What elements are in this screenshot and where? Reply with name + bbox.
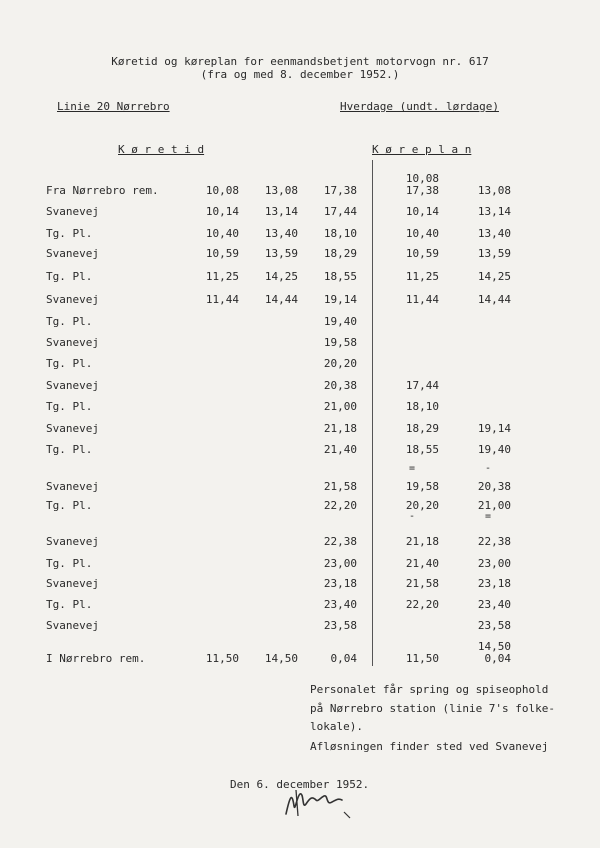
koereplan-cell: 21,00 xyxy=(477,499,511,512)
row-stop-label: Svanevej xyxy=(46,205,99,218)
koeretid-cell: 17,44 xyxy=(323,205,357,218)
koereplan-cell: 10,14 xyxy=(405,205,439,218)
koereplan-cell: 19,14 xyxy=(477,422,511,435)
koereplan-cell: 23,40 xyxy=(477,598,511,611)
equals-mark: = xyxy=(409,463,416,474)
koereplan-cell: 14,44 xyxy=(477,293,511,306)
koeretid-cell: 19,40 xyxy=(323,315,357,328)
koeretid-cell: 10,40 xyxy=(205,227,239,240)
koeretid-cell: 23,40 xyxy=(323,598,357,611)
row-stop-label: Tg. Pl. xyxy=(46,400,93,413)
document-date: Den 6. december 1952. xyxy=(230,778,370,791)
row-stop-label: Svanevej xyxy=(46,336,99,349)
koeretid-cell: 19,14 xyxy=(323,293,357,306)
koeretid-cell: 23,18 xyxy=(323,577,357,590)
koeretid-cell: 17,38 xyxy=(323,184,357,197)
koeretid-cell: 23,58 xyxy=(323,619,357,632)
handwritten-signature xyxy=(282,786,354,820)
koeretid-cell: 13,40 xyxy=(264,227,298,240)
koeretid-cell: 21,40 xyxy=(323,443,357,456)
koereplan-cell: 13,59 xyxy=(477,247,511,260)
document-title: Køretid og køreplan for eenmandsbetjent motorvogn nr. 617 xyxy=(111,55,489,68)
row-stop-label: Tg. Pl. xyxy=(46,557,93,570)
koereplan-cell-extra: 10,08 xyxy=(405,172,439,185)
koeretid-cell: 21,00 xyxy=(323,400,357,413)
row-stop-label: Tg. Pl. xyxy=(46,227,93,240)
koereplan-cell: 23,00 xyxy=(477,557,511,570)
koeretid-cell: 20,20 xyxy=(323,357,357,370)
koeretid-cell: 18,29 xyxy=(323,247,357,260)
koeretid-cell: 19,58 xyxy=(323,336,357,349)
koeretid-cell: 20,38 xyxy=(323,379,357,392)
row-stop-label: Tg. Pl. xyxy=(46,499,93,512)
row-stop-label: Tg. Pl. xyxy=(46,357,93,370)
koereplan-cell: 13,08 xyxy=(477,184,511,197)
koereplan-cell: 0,04 xyxy=(484,652,511,665)
koereplan-cell: 21,58 xyxy=(405,577,439,590)
koereplan-cell: 18,55 xyxy=(405,443,439,456)
row-stop-label: Fra Nørrebro rem. xyxy=(46,184,159,197)
koeretid-cell: 11,25 xyxy=(205,270,239,283)
equals-mark: = xyxy=(485,511,492,522)
koereplan-cell: 14,25 xyxy=(477,270,511,283)
row-stop-label: Svanevej xyxy=(46,577,99,590)
row-stop-label: Svanevej xyxy=(46,379,99,392)
koereplan-cell: 21,40 xyxy=(405,557,439,570)
row-stop-label: Tg. Pl. xyxy=(46,598,93,611)
row-stop-label: I Nørrebro rem. xyxy=(46,652,146,665)
row-stop-label: Svanevej xyxy=(46,293,99,306)
row-stop-label: Svanevej xyxy=(46,619,99,632)
koereplan-cell: 13,40 xyxy=(477,227,511,240)
document-subtitle: (fra og med 8. december 1952.) xyxy=(200,68,400,81)
row-stop-label: Tg. Pl. xyxy=(46,443,93,456)
koeretid-cell: 13,08 xyxy=(264,184,298,197)
koereplan-cell: 11,50 xyxy=(405,652,439,665)
koeretid-cell: 11,44 xyxy=(205,293,239,306)
koereplan-cell: 18,10 xyxy=(405,400,439,413)
koereplan-cell: 11,44 xyxy=(405,293,439,306)
note-line: Personalet får spring og spiseophold xyxy=(310,683,549,696)
dash-mark: - xyxy=(485,463,492,474)
column-divider xyxy=(372,160,373,666)
koeretid-cell: 22,38 xyxy=(323,535,357,548)
koereplan-cell: 23,18 xyxy=(477,577,511,590)
route-label: Linie 20 Nørrebro xyxy=(57,100,170,113)
koereplan-cell: 21,18 xyxy=(405,535,439,548)
koeretid-cell: 10,08 xyxy=(205,184,239,197)
koereplan-cell: 19,58 xyxy=(405,480,439,493)
koeretid-cell: 14,44 xyxy=(264,293,298,306)
koeretid-cell: 22,20 xyxy=(323,499,357,512)
koeretid-cell: 13,59 xyxy=(264,247,298,260)
koereplan-cell: 20,38 xyxy=(477,480,511,493)
dash-mark: - xyxy=(409,511,416,522)
koeretid-cell: 18,10 xyxy=(323,227,357,240)
koereplan-cell: 19,40 xyxy=(477,443,511,456)
koeretid-cell: 23,00 xyxy=(323,557,357,570)
row-stop-label: Svanevej xyxy=(46,422,99,435)
koereplan-cell: 17,38 xyxy=(405,184,439,197)
koeretid-cell: 14,50 xyxy=(264,652,298,665)
koereplan-cell-extra: 14,50 xyxy=(477,640,511,653)
note-line: Afløsningen finder sted ved Svanevej xyxy=(310,740,549,753)
koereplan-cell: 11,25 xyxy=(405,270,439,283)
koereplan-cell: 18,29 xyxy=(405,422,439,435)
koereplan-cell: 22,20 xyxy=(405,598,439,611)
row-stop-label: Svanevej xyxy=(46,535,99,548)
koereplan-heading: K ø r e p l a n xyxy=(372,143,472,156)
koereplan-cell: 17,44 xyxy=(405,379,439,392)
koeretid-cell: 14,25 xyxy=(264,270,298,283)
row-stop-label: Svanevej xyxy=(46,480,99,493)
koeretid-cell: 18,55 xyxy=(323,270,357,283)
koeretid-cell: 21,18 xyxy=(323,422,357,435)
koeretid-cell: 10,59 xyxy=(205,247,239,260)
koeretid-cell: 13,14 xyxy=(264,205,298,218)
koeretid-heading: K ø r e t i d xyxy=(118,143,205,156)
koeretid-cell: 21,58 xyxy=(323,480,357,493)
days-label: Hverdage (undt. lørdage) xyxy=(340,100,499,113)
row-stop-label: Tg. Pl. xyxy=(46,270,93,283)
koeretid-cell: 0,04 xyxy=(330,652,357,665)
koereplan-cell: 20,20 xyxy=(405,499,439,512)
note-line: lokale). xyxy=(310,720,363,733)
koereplan-cell: 22,38 xyxy=(477,535,511,548)
note-line: på Nørrebro station (linie 7's folke- xyxy=(310,702,556,715)
row-stop-label: Svanevej xyxy=(46,247,99,260)
koereplan-cell: 23,58 xyxy=(477,619,511,632)
koeretid-cell: 10,14 xyxy=(205,205,239,218)
koereplan-cell: 13,14 xyxy=(477,205,511,218)
koeretid-cell: 11,50 xyxy=(205,652,239,665)
koereplan-cell: 10,40 xyxy=(405,227,439,240)
koereplan-cell: 10,59 xyxy=(405,247,439,260)
row-stop-label: Tg. Pl. xyxy=(46,315,93,328)
